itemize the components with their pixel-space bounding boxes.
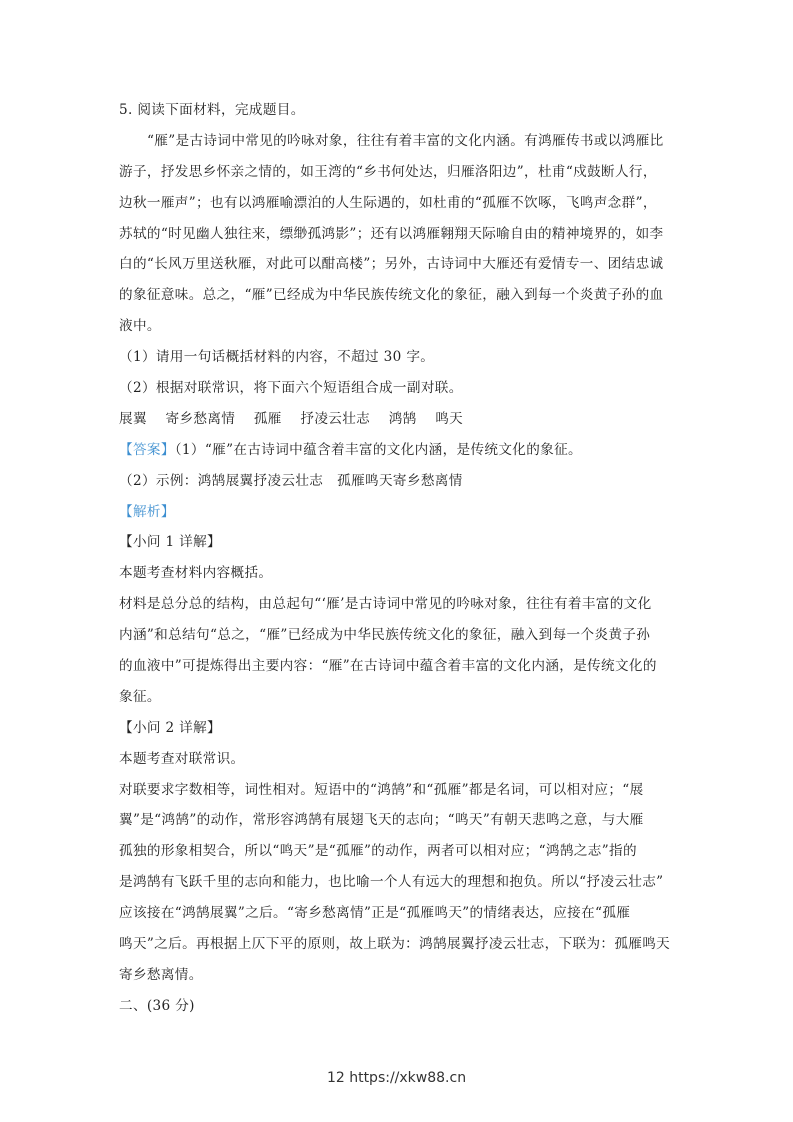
passage-line: 液中。 xyxy=(119,318,161,335)
analysis-line: 本题考查对联常识。 xyxy=(119,750,245,767)
passage-line: 苏轼的“时见幽人独往来，缥缈孤鸿影”；还有以鸿雁翱翔天际喻自由的精神境界的，如李 xyxy=(119,225,664,242)
analysis-line: 寄乡愁离情。 xyxy=(119,966,203,983)
passage-line: 游子，抒发思乡怀亲之情的，如王湾的“乡书何处达，归雁洛阳边”，杜甫“戍鼓断人行， xyxy=(119,163,657,180)
phrase: 鸣天 xyxy=(435,410,464,427)
page-footer: 12 https://xkw88.cn xyxy=(326,1070,467,1086)
phrase: 鸿鹄 xyxy=(388,410,417,427)
question-title: 5. 阅读下面材料，完成题目。 xyxy=(119,102,305,118)
part2-title: 【小问 2 详解】 xyxy=(119,719,222,736)
phrase: 展翼 xyxy=(119,410,147,427)
section-heading: 二、(36 分) xyxy=(119,997,195,1014)
analysis-line: 材料是总分总的结构，由总起句“‘雁’是古诗词中常见的吟咏对象，往往有着丰富的文化 xyxy=(119,596,652,613)
answer-label: 【答案】 xyxy=(119,441,175,458)
analysis-line: 本题考查材料内容概括。 xyxy=(119,565,273,582)
phrase-list xyxy=(119,409,689,440)
passage-line: 边秋一雁声”；也有以鸿雁喻漂泊的人生际遇的，如杜甫的“孤雁不饮啄，飞鸣声念群”， xyxy=(119,194,657,211)
passage-line: “雁”是古诗词中常见的吟咏对象，往往有着丰富的文化内涵。有鸿雁传书或以鸿雁比 xyxy=(147,132,664,149)
analysis-line: 是鸿鹄有飞跃千里的志向和能力，也比喻一个人有远大的理想和抱负。所以“抒凌云壮志” xyxy=(119,874,664,891)
phrase: 孤雁 xyxy=(253,410,282,427)
passage-line: 的象征意味。总之，“雁”已经成为中华民族传统文化的象征，融入到每一个炎黄子孙的血 xyxy=(119,287,664,304)
analysis-line: 象征。 xyxy=(119,688,161,705)
answer-1-text: （1）“雁”在古诗词中蕴含着丰富的文化内涵，是传统文化的象征。 xyxy=(174,441,583,458)
analysis-line: 孤独的形象相契合，所以“鸣天”是“孤雁”的动作，两者可以相对应；“鸿鹄之志”指的 xyxy=(119,843,637,860)
answer-2: （2）示例：鸿鹄展翼抒凌云壮志 孤雁鸣天寄乡愁离情 xyxy=(119,472,463,489)
analysis-line: 的血液中”可提炼得出主要内容：“雁”在古诗词中蕴含着丰富的文化内涵，是传统文化的 xyxy=(119,658,657,675)
analysis-line: 鸣天”之后。再根据上仄下平的原则，故上联为：鸿鹄展翼抒凌云壮志，下联为：孤雁鸣天 xyxy=(119,936,671,953)
analysis-line: 对联要求字数相等，词性相对。短语中的“鸿鹄”和“孤雁”都是名词，可以相对应；“展 xyxy=(119,781,644,798)
analysis-line: 翼”是“鸿鹄”的动作，常形容鸿鹄有展翅飞天的志向；“鸣天”有朝天悲鸣之意，与大雁 xyxy=(119,812,644,829)
sub-question-2: （2）根据对联常识，将下面六个短语组合成一副对联。 xyxy=(119,380,463,397)
document-body xyxy=(119,100,689,1027)
answer-1 xyxy=(119,440,689,471)
analysis-line: 应该接在“鸿鹄展翼”之后。“寄乡愁离情”正是“孤雁鸣天”的情绪表达，应接在“孤雁 xyxy=(119,905,631,922)
phrase: 抒凌云壮志 xyxy=(300,410,371,427)
passage-line: 白的“长风万里送秋雁，对此可以酣高楼”；另外，古诗词中大雁还有爱情专一、团结忠诚 xyxy=(119,256,664,273)
sub-question-1: （1）请用一句话概括材料的内容，不超过 30 字。 xyxy=(119,349,435,366)
analysis-label: 【解析】 xyxy=(119,503,175,520)
part1-title: 【小问 1 详解】 xyxy=(119,534,222,551)
phrase: 寄乡愁离情 xyxy=(165,410,236,427)
analysis-line: 内涵”和总结句“总之，“雁”已经成为中华民族传统文化的象征，融入到每一个炎黄子孙 xyxy=(119,627,651,644)
